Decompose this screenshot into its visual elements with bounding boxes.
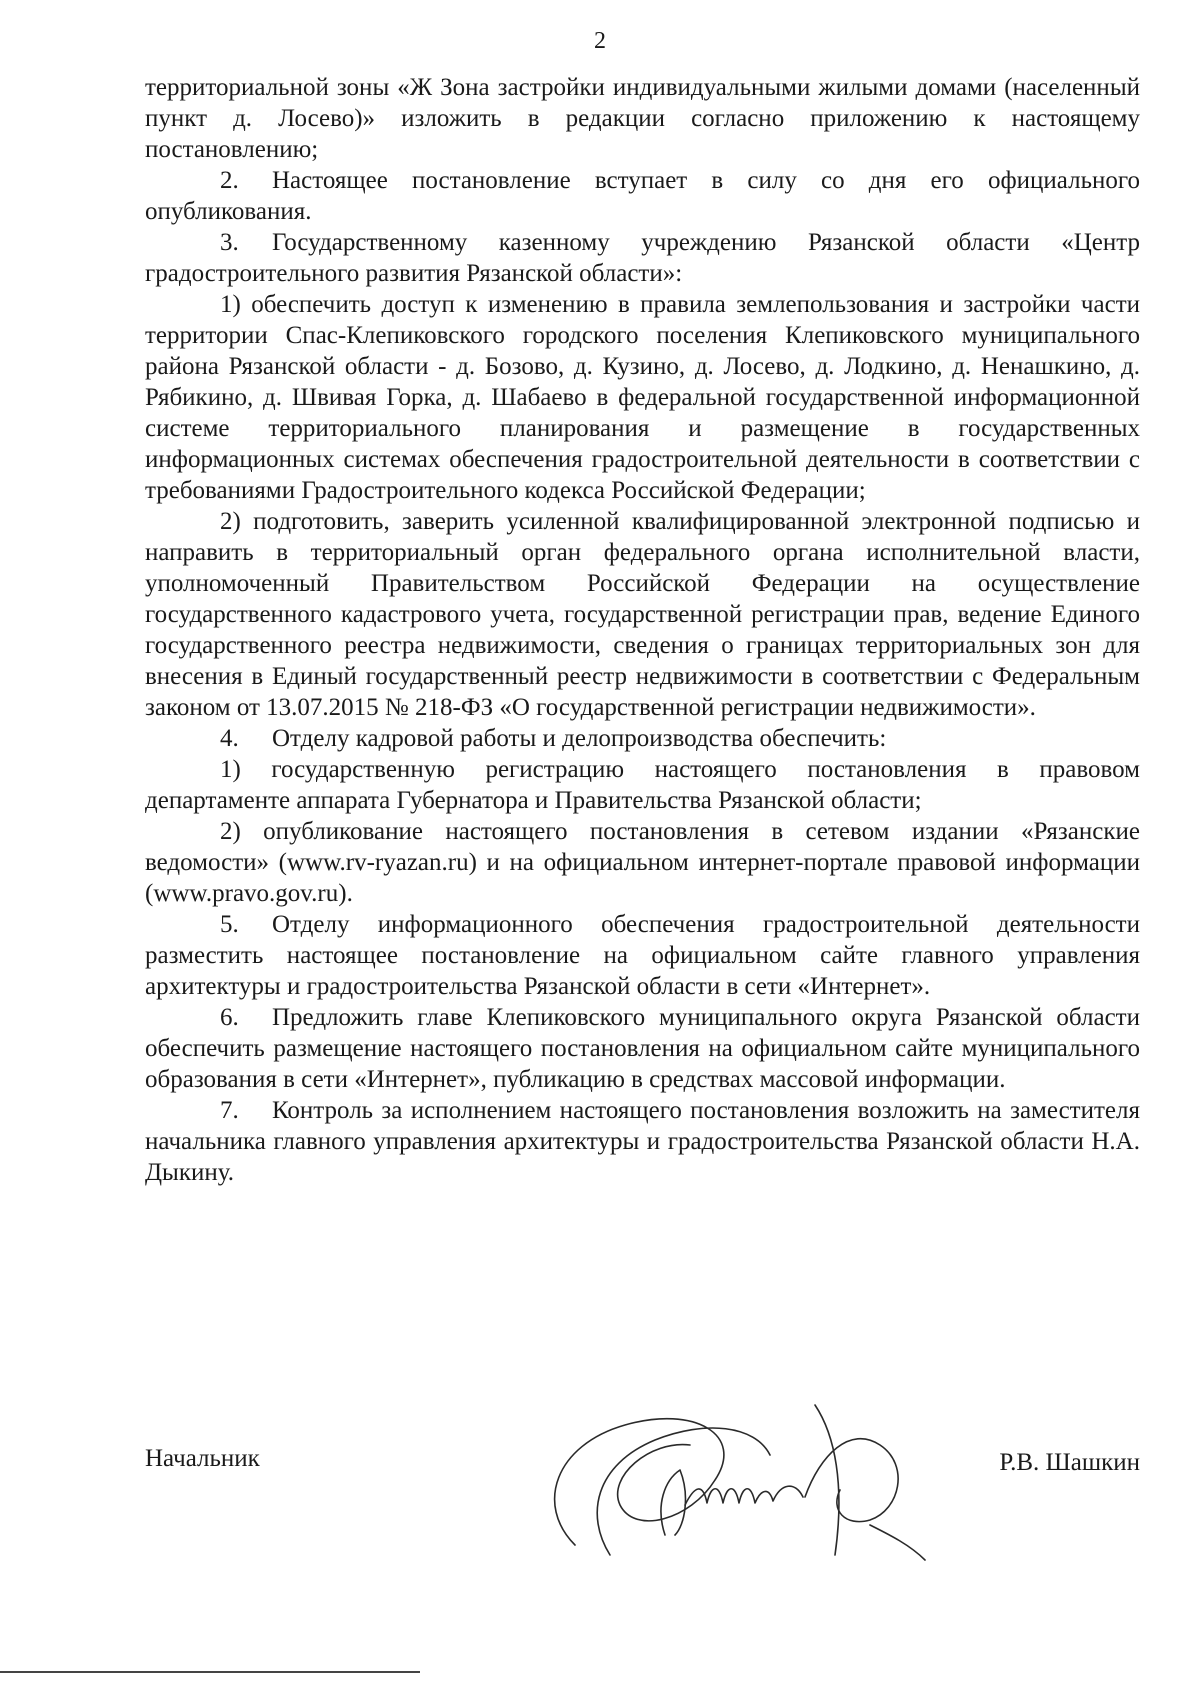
handwritten-signature (515, 1385, 945, 1565)
signatory-name: Р.В. Шашкин (999, 1449, 1140, 1476)
paragraph-item-2 (145, 165, 1140, 227)
paragraph-text: Отделу информационного обеспечения градостроительной деятельности разместить настоящее постановление на официальном сайте главного управления архитектуры и градостроительства Рязанской области в сети «Интернет». (145, 911, 1140, 1000)
paragraph-subitem-4-2 (145, 816, 1140, 909)
paragraph-number: 2. (220, 167, 239, 194)
paragraph-number: 6. (220, 1004, 239, 1031)
paragraph-number: 4. (220, 725, 239, 752)
paragraph-text: Государственному казенному учреждению Рязанской области «Центр градостроительного развития Рязанской области»: (145, 229, 1140, 287)
paragraph-item-7 (145, 1095, 1140, 1188)
paragraph-continuation (145, 72, 1140, 165)
paragraph-text: 2) подготовить, заверить усиленной квалифицированной электронной подписью и направить в территориальный орган федерального органа исполнительной власти, уполномоченный Правительством Российской Федерации на осуществление государственного кадастрового учета, государственной регистрации прав, ведение Единого государственного реестра недвижимости, сведения о границах территориальных зон для внесения в Единый государственный реестр недвижимости в соответствии с Федеральным законом от 13.07.2015 № 218-ФЗ «О государственной регистрации недвижимости». (145, 508, 1140, 721)
document-body (145, 72, 1140, 1188)
paragraph-number: 3. (220, 229, 239, 256)
paragraph-item-6 (145, 1002, 1140, 1095)
paragraph-text: Отделу кадровой работы и делопроизводства обеспечить: (272, 725, 887, 752)
paragraph-number: 7. (220, 1097, 239, 1124)
paragraph-item-4 (145, 723, 1140, 754)
paragraph-text: территориальной зоны «Ж Зона застройки индивидуальными жилыми домами (населенный пункт д. Лосево)» изложить в редакции согласно приложению к настоящему постановлению; (145, 74, 1140, 163)
paragraph-text: Контроль за исполнением настоящего постановления возложить на заместителя начальника главного управления архитектуры и градостроительства Рязанской области Н.А. Дыкину. (145, 1097, 1140, 1186)
paragraph-subitem-4-1 (145, 754, 1140, 816)
paragraph-text: Настоящее постановление вступает в силу со дня его официального опубликования. (145, 167, 1140, 225)
paragraph-text: 2) опубликование настоящего постановления в сетевом издании «Рязанские ведомости» (www.rv-ryazan.ru) и на официальном интернет-портале правовой информации (www.pravo.gov.ru). (145, 818, 1140, 907)
page-number: 2 (594, 28, 606, 54)
paragraph-subitem-3-2 (145, 506, 1140, 723)
paragraph-subitem-3-1 (145, 289, 1140, 506)
paragraph-text: Предложить главе Клепиковского муниципального округа Рязанской области обеспечить размещение настоящего постановления на официальном сайте муниципального образования в сети «Интернет», публикацию в средствах массовой информации. (145, 1004, 1140, 1093)
paragraph-text: 1) государственную регистрацию настоящего постановления в правовом департаменте аппарата Губернатора и Правительства Рязанской области; (145, 756, 1140, 814)
signature-block (145, 1425, 1140, 1565)
paragraph-item-3 (145, 227, 1140, 289)
page-bottom-rule (0, 1671, 420, 1673)
signatory-title: Начальник (145, 1445, 260, 1472)
paragraph-text: 1) обеспечить доступ к изменению в правила землепользования и застройки части территории Спас-Клепиковского городского поселения Клепиковского муниципального района Рязанской области - д. Бозово, д. Кузино, д. Лосево, д. Лодкино, д. Ненашкино, д. Рябикино, д. Швивая Горка, д. Шабаево в федеральной государственной информационной системе территориального планирования и размещение в государственных информационных системах обеспечения градостроительной деятельности в соответствии с требованиями Градостроительного кодекса Российской Федерации; (145, 291, 1140, 504)
paragraph-item-5 (145, 909, 1140, 1002)
paragraph-number: 5. (220, 911, 239, 938)
